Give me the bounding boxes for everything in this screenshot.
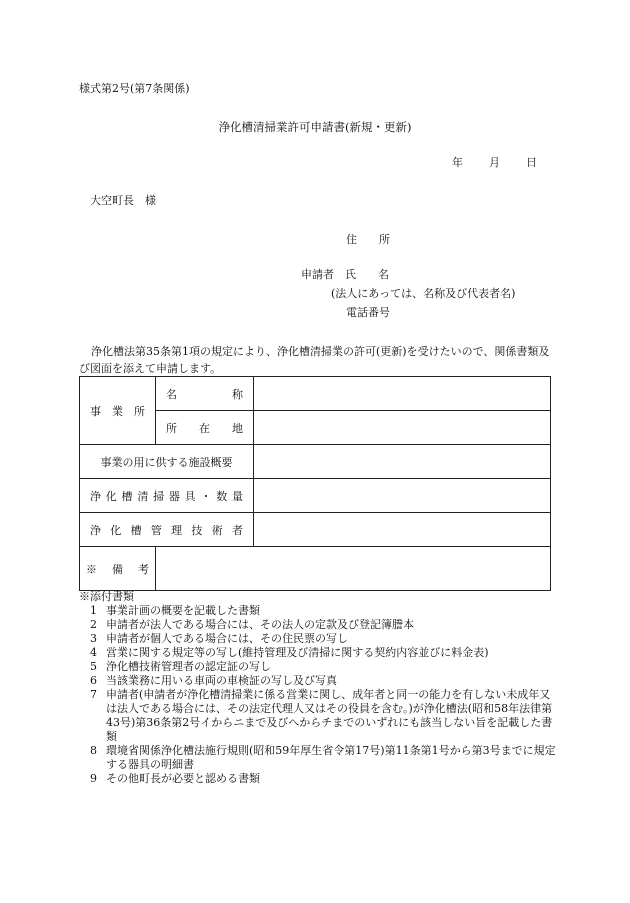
date-month-label: 月 [489,156,500,169]
facility-overview-label: 事業の用に供する施設概要 [80,445,254,479]
addressee: 大空町長 様 [90,194,156,207]
list-item [79,772,559,786]
list-item-number: 7 [90,688,97,701]
applicant-tel-label: 電話番号 [346,306,390,319]
list-item-text: 環境省関係浄化槽法施行規則(昭和59年厚生省令第17号)第11条第1号から第3号までに規定する器具の明細書 [106,744,556,771]
manager-field[interactable] [254,513,551,547]
attachments-list [79,604,559,786]
date-line [452,156,537,170]
list-item-text: 当該業務に用いる車両の車検証の写し及び写真 [106,674,337,687]
applicant-address-label: 住 所 [346,233,390,246]
list-item-text: 事業計画の概要を記載した書類 [106,604,260,617]
list-item-number: 8 [90,744,97,757]
list-item [79,688,559,744]
office-name-label: 名称 [156,377,254,411]
list-item [79,674,559,688]
list-item-text: 申請者(申請者が浄化槽清掃業に係る営業に関し、成年者と同一の能力を有しない未成年又は法人である場合には、その法定代理人又はその役員を含む。)が浄化槽法(昭和58年法律第43号)第36条第2号イからニまで及びへからチまでのいずれにも該当しない旨を記載した書類 [106,688,553,743]
list-item-number: 2 [90,618,97,631]
application-form-table [79,376,551,591]
applicant-corp-note: (法人にあっては、名称及び代表者名) [331,287,516,300]
list-item [79,618,559,632]
list-item-number: 9 [90,772,97,785]
office-location-field[interactable] [254,411,551,445]
application-statement: 浄化槽法第35条第1項の規定により、浄化槽清掃業の許可(更新)を受けたいので、関係書類及び図面を添えて申請します。 [79,345,550,375]
list-item-number: 3 [90,632,97,645]
list-item-text: 浄化槽技術管理者の認定証の写し [106,660,271,673]
office-name-field[interactable] [254,377,551,411]
date-year-label: 年 [452,156,463,169]
list-item-text: 営業に関する規定等の写し(維持管理及び清掃に関する契約内容並びに料金表) [106,646,489,659]
list-item [79,632,559,646]
list-item [79,604,559,618]
applicant-name-label: 申請者 氏 名 [301,268,389,281]
office-location-label: 所在地 [156,411,254,445]
facility-overview-field[interactable] [254,445,551,479]
list-item [79,660,559,674]
list-item-text: その他町長が必要と認める書類 [106,772,260,785]
list-item-number: 6 [90,674,97,687]
office-label: 事 業 所 [80,377,156,445]
document-title: 浄化槽清掃業許可申請書(新規・更新) [218,120,412,134]
attachments-heading: ※添付書類 [79,590,134,603]
equipment-field[interactable] [254,479,551,513]
form-number-label: 様式第2号(第7条関係) [79,82,190,95]
equipment-label: 浄化槽清掃器具・数量 [80,479,254,513]
list-item [79,744,559,772]
list-item-number: 4 [90,646,97,659]
list-item-number: 1 [90,604,97,617]
list-item [79,646,559,660]
remarks-label: ※ 備 考 [80,547,156,591]
manager-label: 浄化槽管理技術者 [80,513,254,547]
date-day-label: 日 [526,156,537,169]
list-item-text: 申請者が個人である場合には、その住民票の写し [106,632,348,645]
list-item-number: 5 [90,660,97,673]
list-item-text: 申請者が法人である場合には、その法人の定款及び登記簿謄本 [106,618,414,631]
remarks-field[interactable] [156,547,551,591]
